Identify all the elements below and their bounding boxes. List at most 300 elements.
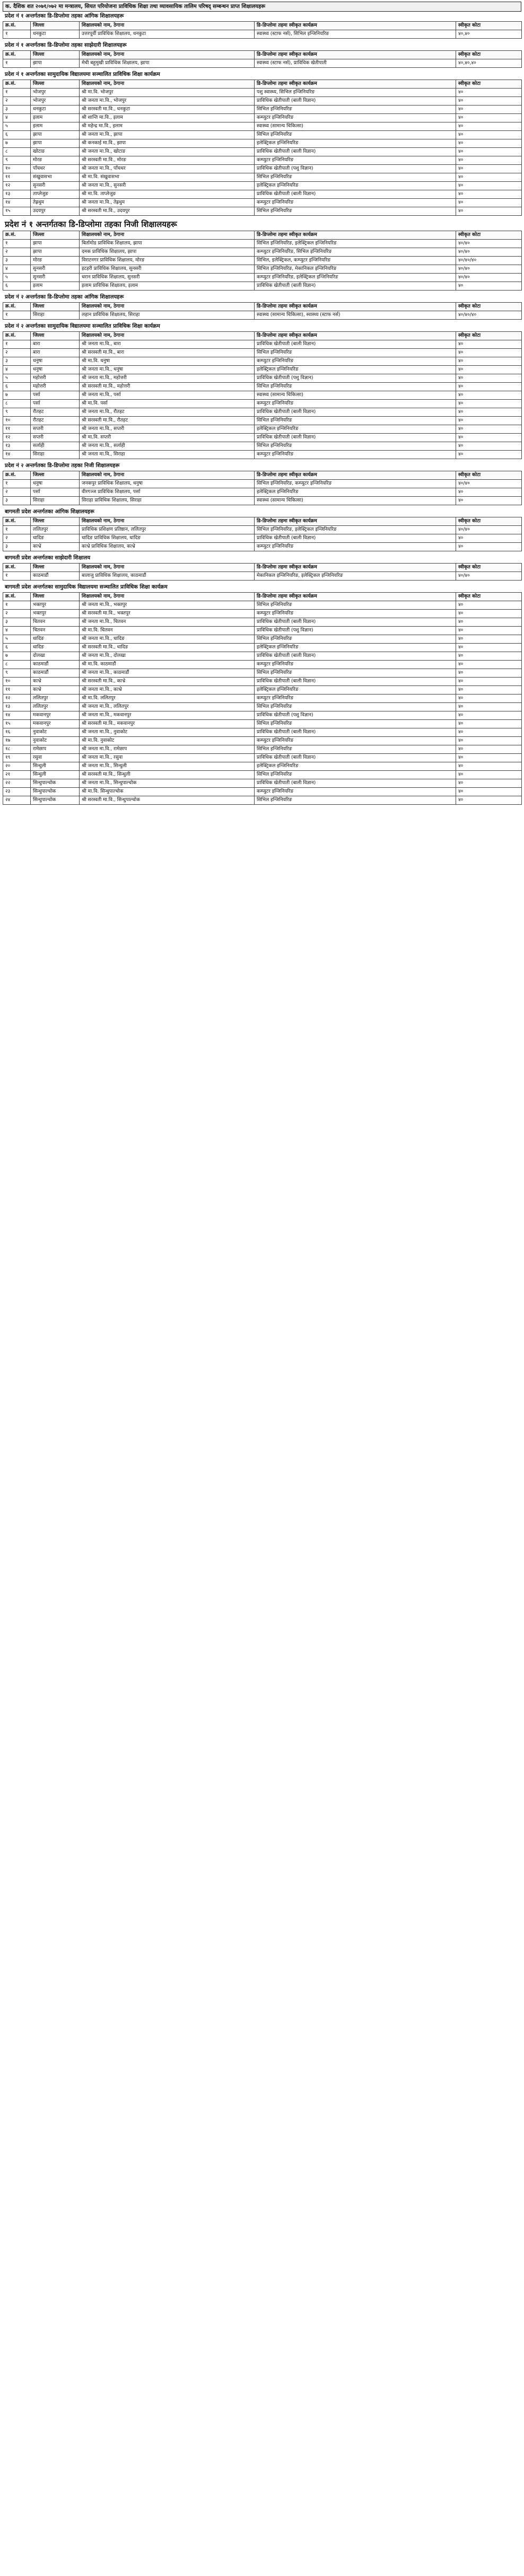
cell-institution: श्री मा.वि. नुवाकोट <box>80 737 255 745</box>
cell-sn: ५ <box>3 274 31 282</box>
cell-sn: २२ <box>3 779 31 788</box>
cell-sn: २ <box>3 488 31 497</box>
cell-sn: १२ <box>3 434 31 442</box>
table-row <box>3 644 522 652</box>
column-header-institution: शिक्षालयको नाम, ठेगाना <box>80 22 255 30</box>
cell-quota: ४० <box>456 366 522 374</box>
column-header-quota: स्वीकृत कोटा <box>456 517 522 526</box>
cell-quota: ४० <box>456 199 522 207</box>
section-title: प्रदेश नं २ अन्तर्गतका डि-डिप्लोमा तहका आंगिक शिक्षालयहरू <box>5 294 124 300</box>
column-header-institution: शिक्षालयको नाम, ठेगाना <box>80 80 255 89</box>
cell-institution: श्री जनता मा.वि., सिराहा <box>80 451 255 459</box>
cell-institution: श्री सरस्वती मा.वि., भक्तपुर <box>80 610 255 618</box>
cell-sn: १२ <box>3 182 31 190</box>
column-header-quota: स्वीकृत कोटा <box>456 303 522 311</box>
cell-sn: ११ <box>3 173 31 182</box>
cell-program: स्वास्थ्य (सामान्य चिकित्सा), स्वास्थ्य (स्टाफ नर्स) <box>255 311 456 320</box>
cell-institution: धरान प्राविधिक शिक्षालय, सुनसरी <box>80 274 255 282</box>
column-header-sn: क्र.सं. <box>3 51 31 59</box>
cell-institution: इलाम प्राविधिक शिक्षालय, इलाम <box>80 282 255 291</box>
cell-program: कम्प्युटर इन्जिनियरिङ <box>255 156 456 165</box>
cell-sn: ९ <box>3 408 31 417</box>
cell-program: सिभिल इन्जिनियरिङ, इलेक्ट्रिकल इन्जिनियरिङ <box>255 526 456 534</box>
cell-sn: २० <box>3 762 31 771</box>
cell-district: भोजपुर <box>31 97 80 105</box>
cell-sn: २ <box>3 349 31 357</box>
column-header-sn: क्र.सं. <box>3 471 31 480</box>
cell-sn: १० <box>3 678 31 686</box>
cell-sn: १ <box>3 59 31 68</box>
cell-sn: १४ <box>3 199 31 207</box>
cell-institution: श्री जनता मा.वि., पाँचथर <box>80 165 255 173</box>
cell-institution: श्री सरस्वती मा.वि., धनकुटा <box>80 105 255 114</box>
table-row <box>3 652 522 661</box>
cell-institution: श्री कनकाई मा.वि., झापा <box>80 139 255 148</box>
document-banner: क. दैशिक शत २०७१/०७२ मा मन्त्रालय, सियत परियोजना प्राविधिक शिक्षा तथा व्यावसायिक तालिम परिषद् सम्बन्धन प्राप्त शिक्षालयहरू <box>3 2 521 12</box>
cell-sn: १९ <box>3 754 31 762</box>
table-row <box>3 425 522 434</box>
cell-district: महोत्तरी <box>31 383 80 391</box>
cell-quota: ४० <box>456 349 522 357</box>
cell-quota: ४० <box>456 737 522 745</box>
cell-sn: १४ <box>3 711 31 720</box>
cell-quota: ४० <box>456 408 522 417</box>
cell-sn: ३ <box>3 257 31 265</box>
cell-quota: ४० <box>456 425 522 434</box>
section-table <box>3 563 522 581</box>
cell-quota: ४०,४० <box>456 30 522 39</box>
table-row <box>3 240 522 248</box>
cell-district: इलाम <box>31 114 80 122</box>
table-row <box>3 207 522 216</box>
cell-program: प्राविधिक खेतीपाती (बाली विज्ञान) <box>255 678 456 686</box>
cell-program: इलेक्ट्रिकल इन्जिनियरिङ <box>255 425 456 434</box>
cell-sn: ५ <box>3 374 31 383</box>
cell-institution: धादिङ प्राविधिक शिक्षालय, धादिङ <box>80 534 255 543</box>
cell-quota: ४० <box>456 686 522 694</box>
cell-program: कम्प्युटर इन्जिनियरिङ <box>255 661 456 669</box>
column-header-institution: शिक्षालयको नाम, ठेगाना <box>80 51 255 59</box>
cell-district: सिराहा <box>31 311 80 320</box>
cell-district: सिन्धुली <box>31 771 80 779</box>
cell-quota: ४० <box>456 635 522 644</box>
cell-district: ललितपुर <box>31 526 80 534</box>
cell-program: प्राविधिक खेतीपाती (बाली विज्ञान) <box>255 728 456 737</box>
cell-program: सिभिल इन्जिनियरिङ <box>255 131 456 139</box>
column-header-sn: क्र.सं. <box>3 564 31 572</box>
cell-program: कम्प्युटर इन्जिनियरिङ <box>255 543 456 551</box>
cell-quota: ४० <box>456 173 522 182</box>
cell-institution: इटहरी प्राविधिक शिक्षालय, सुनसरी <box>80 265 255 274</box>
cell-sn: २४ <box>3 796 31 805</box>
cell-quota: ४० <box>456 156 522 165</box>
cell-quota: ४०/४० <box>456 480 522 488</box>
table-row <box>3 391 522 400</box>
table-row <box>3 728 522 737</box>
column-header-district: जिल्ला <box>31 22 80 30</box>
cell-quota: ४० <box>456 357 522 366</box>
cell-institution: श्री सरस्वती मा.वि., मोरङ <box>80 156 255 165</box>
cell-program: कम्प्युटर इन्जिनियरिङ <box>255 400 456 408</box>
cell-sn: ७ <box>3 652 31 661</box>
cell-program: सिभिल इन्जिनियरिङ <box>255 383 456 391</box>
cell-district: बारा <box>31 340 80 349</box>
cell-institution: श्री जनता मा.वि., रामेछाप <box>80 745 255 754</box>
column-header-sn: क्र.सं. <box>3 22 31 30</box>
cell-institution: श्री सरस्वती मा.वि., रौतहट <box>80 417 255 425</box>
cell-district: सिराहा <box>31 451 80 459</box>
cell-sn: ९ <box>3 156 31 165</box>
cell-institution: श्री जनता मा.वि., झापा <box>80 131 255 139</box>
cell-quota: ४० <box>456 779 522 788</box>
cell-institution: श्री सरस्वती मा.वि., सिन्धुली <box>80 771 255 779</box>
cell-institution: श्री मा.वि. सिन्धुपाल्चोक <box>80 788 255 796</box>
table-row <box>3 720 522 728</box>
cell-institution: श्री सरस्वती मा.वि., मकवानपुर <box>80 720 255 728</box>
cell-district: ताप्लेजुङ <box>31 190 80 199</box>
cell-institution: बालाजु प्राविधिक शिक्षालय, काठमाडौं <box>80 572 255 581</box>
table-row <box>3 480 522 488</box>
cell-program: इलेक्ट्रिकल इन्जिनियरिङ <box>255 366 456 374</box>
section-table <box>3 231 522 291</box>
cell-district: खोटाङ <box>31 148 80 156</box>
column-header-program: डि-डिप्लोमा तहमा स्वीकृत कार्यक्रम <box>255 80 456 89</box>
cell-program: कम्प्युटर इन्जिनियरिङ <box>255 610 456 618</box>
table-row <box>3 282 522 291</box>
cell-sn: १५ <box>3 207 31 216</box>
cell-district: सुनसरी <box>31 274 80 282</box>
cell-program: कम्प्युटर इन्जिनियरिङ <box>255 694 456 703</box>
cell-quota: ४० <box>456 451 522 459</box>
cell-district: सिन्धुपाल्चोक <box>31 796 80 805</box>
cell-institution: श्री सरस्वती मा.वि., काभ्रे <box>80 678 255 686</box>
cell-sn: ४ <box>3 114 31 122</box>
table-row <box>3 30 522 39</box>
table-row <box>3 762 522 771</box>
column-header-sn: क्र.सं. <box>3 332 31 340</box>
cell-district: धादिङ <box>31 534 80 543</box>
cell-district: इलाम <box>31 282 80 291</box>
cell-district: पर्सा <box>31 391 80 400</box>
cell-district: झापा <box>31 131 80 139</box>
section-table <box>3 50 522 68</box>
cell-institution: श्री जनता मा.वि., सिन्धुपाल्चोक <box>80 779 255 788</box>
cell-sn: २ <box>3 248 31 257</box>
cell-institution: श्री मा.वि. धनुषा <box>80 357 255 366</box>
cell-institution: काभ्रे प्राविधिक शिक्षालय, काभ्रे <box>80 543 255 551</box>
column-header-program: डि-डिप्लोमा तहमा स्वीकृत कार्यक्रम <box>255 231 456 240</box>
column-header-program: डि-डिप्लोमा तहमा स्वीकृत कार्यक्रम <box>255 51 456 59</box>
section-table <box>3 331 522 459</box>
cell-quota: ४० <box>456 652 522 661</box>
cell-quota: ४० <box>456 694 522 703</box>
cell-institution: श्री जनता मा.वि., बारा <box>80 340 255 349</box>
cell-district: पाँचथर <box>31 165 80 173</box>
cell-institution: श्री जनता मा.वि., पर्सा <box>80 391 255 400</box>
cell-district: काभ्रे <box>31 543 80 551</box>
cell-district: धनुषा <box>31 357 80 366</box>
column-header-sn: क्र.सं. <box>3 231 31 240</box>
cell-quota: ४० <box>456 754 522 762</box>
section-table <box>3 21 522 39</box>
cell-program: इलेक्ट्रिकल इन्जिनियरिङ <box>255 488 456 497</box>
table-row <box>3 190 522 199</box>
cell-sn: ५ <box>3 635 31 644</box>
table-header-row <box>3 564 522 572</box>
cell-sn: १ <box>3 30 31 39</box>
cell-district: मोरङ <box>31 257 80 265</box>
cell-institution: श्री मा.वि. पर्सा <box>80 400 255 408</box>
table-row <box>3 754 522 762</box>
cell-district: सर्लाही <box>31 442 80 451</box>
table-row <box>3 618 522 627</box>
cell-sn: १३ <box>3 190 31 199</box>
cell-program: सिभिल इन्जिनियरिङ <box>255 207 456 216</box>
cell-quota: ४० <box>456 720 522 728</box>
cell-sn: १ <box>3 601 31 610</box>
cell-institution: श्री जनता मा.वि., काठमाडौं <box>80 669 255 678</box>
cell-district: झापा <box>31 248 80 257</box>
cell-district: काठमाडौं <box>31 669 80 678</box>
cell-sn: ३ <box>3 618 31 627</box>
cell-program: प्राविधिक खेतीपाती (बाली विज्ञान) <box>255 534 456 543</box>
table-row <box>3 156 522 165</box>
cell-district: धनुषा <box>31 366 80 374</box>
section-title: प्रदेश नं १ अन्तर्गतका डि-डिप्लोमा तहका साझेदारी शिक्षालयहरू <box>5 42 127 48</box>
table-header-row <box>3 593 522 601</box>
cell-sn: ४ <box>3 627 31 635</box>
cell-program: कम्प्युटर इन्जिनियरिङ <box>255 451 456 459</box>
table-row <box>3 669 522 678</box>
cell-program: इलेक्ट्रिकल इन्जिनियरिङ <box>255 182 456 190</box>
cell-sn: १३ <box>3 703 31 711</box>
column-header-program: डि-डिप्लोमा तहमा स्वीकृत कार्यक्रम <box>255 517 456 526</box>
table-header-row <box>3 51 522 59</box>
cell-program: सिभिल इन्जिनियरिङ <box>255 720 456 728</box>
cell-quota: ४०,४०,४० <box>456 59 522 68</box>
cell-program: सिभिल इन्जिनियरिङ <box>255 703 456 711</box>
table-row <box>3 635 522 644</box>
section-table <box>3 302 522 320</box>
cell-institution: श्री शान्ति मा.वि., इलाम <box>80 114 255 122</box>
cell-program: सिभिल इन्जिनियरिङ, मेकानिकल इन्जिनियरिङ <box>255 265 456 274</box>
cell-sn: ५ <box>3 122 31 131</box>
column-header-quota: स्वीकृत कोटा <box>456 593 522 601</box>
cell-quota: ४०/४० <box>456 274 522 282</box>
section-table <box>3 517 522 551</box>
table-row <box>3 165 522 173</box>
cell-quota: ४० <box>456 497 522 505</box>
table-row <box>3 105 522 114</box>
cell-district: चितवन <box>31 627 80 635</box>
cell-quota: ४०/४० <box>456 572 522 581</box>
cell-sn: १ <box>3 480 31 488</box>
cell-sn: १० <box>3 417 31 425</box>
cell-program: सिभिल इन्जिनियरिङ <box>255 173 456 182</box>
section-title: बागमती प्रदेश अन्तर्गतका सामुदायिक विद्यालयमा सञ्चालित प्राविधिक शिक्षा कार्यक्रम <box>5 584 168 590</box>
column-header-institution: शिक्षालयको नाम, ठेगाना <box>80 564 255 572</box>
cell-sn: १३ <box>3 442 31 451</box>
column-header-institution: शिक्षालयको नाम, ठेगाना <box>80 231 255 240</box>
cell-district: धादिङ <box>31 644 80 652</box>
table-row <box>3 678 522 686</box>
cell-district: इलाम <box>31 122 80 131</box>
cell-program: सिभिल इन्जिनियरिङ <box>255 105 456 114</box>
column-header-sn: क्र.सं. <box>3 593 31 601</box>
cell-institution: उत्तरपूर्वी प्राविधिक शिक्षालय, धनकुटा <box>80 30 255 39</box>
cell-district: चितवन <box>31 618 80 627</box>
cell-institution: श्री जनता मा.वि., धादिङ <box>80 635 255 644</box>
table-header-row <box>3 303 522 311</box>
cell-institution: प्राविधिक प्रशिक्षण प्रतिष्ठान, ललितपुर <box>80 526 255 534</box>
cell-district: झापा <box>31 240 80 248</box>
cell-district: सिन्धुपाल्चोक <box>31 779 80 788</box>
column-header-quota: स्वीकृत कोटा <box>456 471 522 480</box>
cell-institution: श्री जनता मा.वि., मकवानपुर <box>80 711 255 720</box>
cell-program: इलेक्ट्रिकल इन्जिनियरिङ <box>255 686 456 694</box>
cell-sn: १ <box>3 340 31 349</box>
cell-quota: ४० <box>456 788 522 796</box>
cell-district: नुवाकोट <box>31 728 80 737</box>
cell-program: सिभिल इन्जिनियरिङ <box>255 349 456 357</box>
column-header-program: डि-डिप्लोमा तहमा स्वीकृत कार्यक्रम <box>255 22 456 30</box>
cell-sn: १ <box>3 240 31 248</box>
cell-sn: ८ <box>3 400 31 408</box>
cell-district: काठमाडौं <box>31 661 80 669</box>
cell-program: प्राविधिक खेतीपाती (पशु विज्ञान) <box>255 374 456 383</box>
cell-institution: श्री जनता मा.वि., सुनसरी <box>80 182 255 190</box>
table-row <box>3 451 522 459</box>
cell-program: प्राविधिक खेतीपाती (पशु विज्ञान) <box>255 165 456 173</box>
cell-program: सिभिल इन्जिनियरिङ <box>255 771 456 779</box>
cell-quota: ४० <box>456 534 522 543</box>
cell-institution: श्री जनता मा.वि., सप्तरी <box>80 425 255 434</box>
cell-quota: ४० <box>456 661 522 669</box>
cell-institution: श्री जनता मा.वि., महोत्तरी <box>80 374 255 383</box>
cell-quota: ४० <box>456 89 522 97</box>
cell-quota: ४०/४०/४० <box>456 311 522 320</box>
cell-program: सिभिल इन्जिनियरिङ, कम्प्युटर इन्जिनियरिङ <box>255 480 456 488</box>
table-row <box>3 357 522 366</box>
table-row <box>3 97 522 105</box>
cell-sn: ८ <box>3 661 31 669</box>
table-header-row <box>3 471 522 480</box>
cell-district: मोरङ <box>31 156 80 165</box>
table-row <box>3 526 522 534</box>
cell-district: झापा <box>31 139 80 148</box>
cell-program: स्वास्थ्य (स्टाफ नर्स), प्राविधिक खेतीपाती <box>255 59 456 68</box>
cell-quota: ४० <box>456 610 522 618</box>
cell-program: स्वास्थ्य (स्टाफ नर्स), सिभिल इन्जिनियरिङ <box>255 30 456 39</box>
cell-institution: श्री मा.वि. चितवन <box>80 627 255 635</box>
cell-quota: ४० <box>456 122 522 131</box>
cell-quota: ४० <box>456 165 522 173</box>
cell-program: कम्प्युटर इन्जिनियरिङ <box>255 788 456 796</box>
column-header-quota: स्वीकृत कोटा <box>456 231 522 240</box>
column-header-district: जिल्ला <box>31 517 80 526</box>
cell-quota: ४० <box>456 374 522 383</box>
table-row <box>3 182 522 190</box>
section-table <box>3 471 522 505</box>
cell-sn: २ <box>3 610 31 618</box>
cell-district: मकवानपुर <box>31 711 80 720</box>
cell-district: सुनसरी <box>31 265 80 274</box>
cell-quota: ४० <box>456 131 522 139</box>
cell-institution: श्री मा.वि. संखुवासभा <box>80 173 255 182</box>
cell-program: सिभिल इन्जिनियरिङ <box>255 635 456 644</box>
cell-district: काठमाडौं <box>31 572 80 581</box>
cell-sn: ८ <box>3 148 31 156</box>
cell-district: तेह्रथुम <box>31 199 80 207</box>
column-header-district: जिल्ला <box>31 231 80 240</box>
cell-program: मेकानिकल इन्जिनियरिङ, इलेक्ट्रिकल इन्जिनियरिङ <box>255 572 456 581</box>
cell-quota: ४० <box>456 434 522 442</box>
table-row <box>3 610 522 618</box>
cell-institution: श्री जनता मा.वि., भक्तपुर <box>80 601 255 610</box>
column-header-institution: शिक्षालयको नाम, ठेगाना <box>80 303 255 311</box>
cell-sn: १ <box>3 89 31 97</box>
cell-sn: ६ <box>3 383 31 391</box>
column-header-program: डि-डिप्लोमा तहमा स्वीकृत कार्यक्रम <box>255 471 456 480</box>
cell-sn: ३ <box>3 497 31 505</box>
cell-district: सुनसरी <box>31 182 80 190</box>
cell-program: सिभिल इन्जिनियरिङ <box>255 417 456 425</box>
cell-institution: लहान प्राविधिक शिक्षालय, सिराहा <box>80 311 255 320</box>
cell-quota: ४० <box>456 627 522 635</box>
cell-institution: श्री जनता मा.वि., नुवाकोट <box>80 728 255 737</box>
table-row <box>3 745 522 754</box>
cell-program: सिभिल इन्जिनियरिङ <box>255 669 456 678</box>
section-title: प्रदेश नं २ अन्तर्गतका सामुदायिक विद्यालयमा सञ्चालित प्राविधिक शिक्षा कार्यक्रम <box>5 323 160 329</box>
cell-institution: श्री जनता मा.वि., सिन्धुली <box>80 762 255 771</box>
column-header-district: जिल्ला <box>31 51 80 59</box>
cell-quota: ४० <box>456 771 522 779</box>
table-row <box>3 627 522 635</box>
cell-program: सिभिल इन्जिनियरिङ <box>255 442 456 451</box>
cell-quota: ४० <box>456 139 522 148</box>
cell-sn: ७ <box>3 139 31 148</box>
cell-program: इलेक्ट्रिकल इन्जिनियरिङ <box>255 762 456 771</box>
cell-quota: ४० <box>456 678 522 686</box>
cell-sn: २१ <box>3 771 31 779</box>
cell-district: पर्सा <box>31 488 80 497</box>
cell-program: कम्प्युटर इन्जिनियरिङ <box>255 737 456 745</box>
cell-sn: १ <box>3 526 31 534</box>
column-header-district: जिल्ला <box>31 332 80 340</box>
table-row <box>3 488 522 497</box>
table-row <box>3 711 522 720</box>
cell-quota: ४० <box>456 182 522 190</box>
cell-district: काभ्रे <box>31 686 80 694</box>
column-header-district: जिल्ला <box>31 564 80 572</box>
table-row <box>3 497 522 505</box>
section-title: प्रदेश नं २ अन्तर्गतका डि-डिप्लोमा तहका निजी शिक्षालयहरू <box>5 463 120 469</box>
table-row <box>3 543 522 551</box>
column-header-sn: क्र.सं. <box>3 80 31 89</box>
column-header-quota: स्वीकृत कोटा <box>456 80 522 89</box>
section-table <box>3 80 522 216</box>
table-row <box>3 434 522 442</box>
column-header-sn: क्र.सं. <box>3 517 31 526</box>
column-header-institution: शिक्षालयको नाम, ठेगाना <box>80 471 255 480</box>
cell-institution: श्री मा.वि. भोजपुर <box>80 89 255 97</box>
cell-quota: ४० <box>456 601 522 610</box>
cell-district: सप्तरी <box>31 434 80 442</box>
cell-district: रसुवा <box>31 754 80 762</box>
table-row <box>3 771 522 779</box>
column-header-program: डि-डिप्लोमा तहमा स्वीकृत कार्यक्रम <box>255 593 456 601</box>
cell-program: पशु स्वास्थ्य, सिभिल इन्जिनियरिङ <box>255 89 456 97</box>
